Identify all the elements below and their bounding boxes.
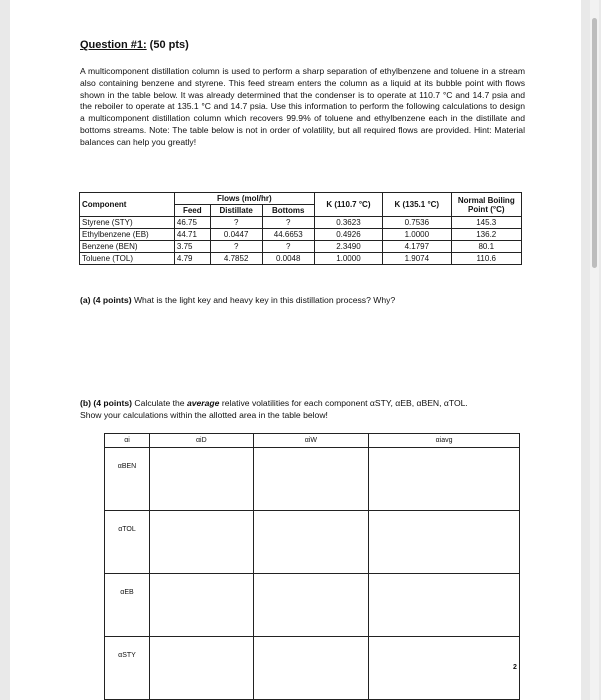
- cell-bottoms: 0.0048: [262, 253, 314, 265]
- cell-k2: 1.9074: [383, 253, 451, 265]
- part-b-label: (b) (4 points): [80, 398, 133, 408]
- cell-k2: 4.1797: [383, 241, 451, 253]
- cell-k1: 1.0000: [314, 253, 382, 265]
- question-title: [80, 39, 189, 51]
- cell-distillate: 0.0447: [210, 229, 262, 241]
- table-row: [105, 574, 520, 637]
- answer-cell[interactable]: [369, 448, 520, 511]
- alpha-row-label: αBEN: [105, 448, 150, 511]
- table-row: [80, 229, 522, 241]
- table-row: [105, 511, 520, 574]
- cell-bottoms: ?: [262, 217, 314, 229]
- table-row: [80, 253, 522, 265]
- part-b-line2: Show your calculations within the allotted area in the table below!: [80, 409, 328, 420]
- cell-bottoms: ?: [262, 241, 314, 253]
- cell-nbp: 136.2: [451, 229, 521, 241]
- table-row: [80, 217, 522, 229]
- alpha-header-d: αiD: [150, 434, 254, 448]
- page-number: 2: [513, 664, 517, 671]
- header-k2: K (135.1 °C): [383, 193, 451, 217]
- cell-nbp: 145.3: [451, 217, 521, 229]
- alpha-header-w: αiW: [253, 434, 368, 448]
- header-component: Component: [80, 193, 175, 217]
- cell-k1: 0.3623: [314, 217, 382, 229]
- table-row: [105, 448, 520, 511]
- part-a-text: What is the light key and heavy key in this distillation process? Why?: [131, 295, 396, 305]
- part-b-text2: relative volatilities for each component αSTY, αEB, αBEN, αTOL.: [219, 398, 468, 408]
- question-number: Question #1:: [80, 39, 147, 51]
- answer-cell[interactable]: [369, 511, 520, 574]
- alpha-header-row: [105, 434, 520, 448]
- table-row: [105, 637, 520, 700]
- alpha-row-label: αTOL: [105, 511, 150, 574]
- cell-k1: 0.4926: [314, 229, 382, 241]
- cell-k2: 0.7536: [383, 217, 451, 229]
- header-nbp: Normal Boiling Point (°C): [451, 193, 521, 217]
- answer-cell[interactable]: [369, 637, 520, 700]
- answer-cell[interactable]: [150, 511, 254, 574]
- question-points: (50 pts): [146, 39, 189, 51]
- cell-distillate: ?: [210, 241, 262, 253]
- cell-feed: 46.75: [174, 217, 210, 229]
- header-k1: K (110.7 °C): [314, 193, 382, 217]
- answer-cell[interactable]: [150, 574, 254, 637]
- scrollbar-thumb[interactable]: [592, 18, 597, 268]
- question-intro: A multicomponent distillation column is used to perform a sharp separation of ethylbenzene and toluene in a stream also containing benzene and styrene. This feed stream enters the column as a liquid at its bubble point with flows shown in the table below. It was already determined that the condenser is to operate at 110.7 °C and 14.7 psia and the reboiler to operate at 135.1 °C and 14.7 psia. Use this information to perform the following calculations to design a multicomponent distillation column which recovers 99.9% of toluene and ethylbenzene each in the distillate and bottoms streams. Note: The table below is not in order of volatility, but all required flows are provided. Hint: Material balances can help you greatly!: [80, 66, 525, 147]
- cell-component: Benzene (BEN): [80, 241, 175, 253]
- cell-component: Styrene (STY): [80, 217, 175, 229]
- part-a-label: (a) (4 points): [80, 295, 132, 305]
- answer-cell[interactable]: [253, 574, 368, 637]
- part-b-emph: average: [186, 398, 220, 408]
- cell-component: Ethylbenzene (EB): [80, 229, 175, 241]
- cell-distillate: ?: [210, 217, 262, 229]
- cell-feed: 3.75: [174, 241, 210, 253]
- cell-feed: 44.71: [174, 229, 210, 241]
- answer-cell[interactable]: [150, 448, 254, 511]
- part-a-question: [80, 295, 530, 307]
- table-row: [80, 241, 522, 253]
- answer-cell[interactable]: [253, 511, 368, 574]
- answer-cell[interactable]: [253, 637, 368, 700]
- header-feed: Feed: [174, 205, 210, 217]
- answer-cell[interactable]: [369, 574, 520, 637]
- cell-bottoms: 44.6653: [262, 229, 314, 241]
- cell-component: Toluene (TOL): [80, 253, 175, 265]
- answer-cell[interactable]: [150, 637, 254, 700]
- cell-distillate: 4.7852: [210, 253, 262, 265]
- cell-k1: 2.3490: [314, 241, 382, 253]
- answer-cell[interactable]: [253, 448, 368, 511]
- header-bottoms: Bottoms: [262, 205, 314, 217]
- cell-k2: 1.0000: [383, 229, 451, 241]
- alpha-row-label: αEB: [105, 574, 150, 637]
- header-distillate: Distillate: [210, 205, 262, 217]
- flows-table: [79, 192, 522, 265]
- cell-nbp: 80.1: [451, 241, 521, 253]
- alpha-header-avg: αiavg: [369, 434, 520, 448]
- part-b-question: [80, 398, 530, 421]
- cell-feed: 4.79: [174, 253, 210, 265]
- alpha-header-i: αi: [105, 434, 150, 448]
- header-flows: Flows (mol/hr): [174, 193, 314, 205]
- cell-nbp: 110.6: [451, 253, 521, 265]
- alpha-table: [104, 433, 520, 700]
- part-b-text1: Calculate the: [132, 398, 187, 408]
- alpha-row-label: αSTY: [105, 637, 150, 700]
